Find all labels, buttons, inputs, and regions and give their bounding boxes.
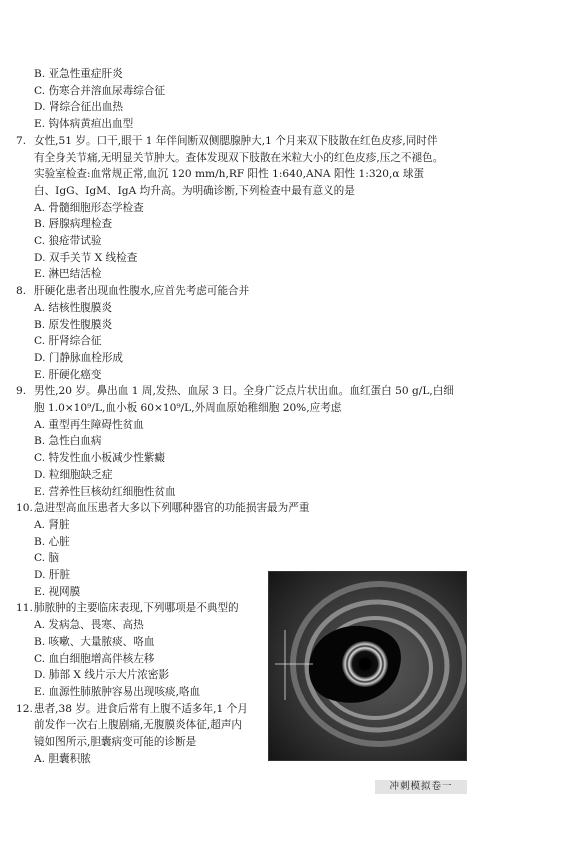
answer-option: E. 视网膜	[34, 585, 81, 598]
question-text-continued: 前发作一次右上腹剧痛,无腹膜炎体征,超声内	[34, 719, 243, 732]
answer-option: C. 特发性血小板减少性紫癜	[34, 452, 165, 465]
question-text-continued: 白、IgG、IgM、IgA 均升高。为明确诊断,下列检查中最有意义的是	[34, 184, 355, 197]
answer-option: A. 肾脏	[34, 518, 70, 531]
answer-option: D. 肾综合征出血热	[34, 101, 124, 114]
answer-option: D. 门静脉血栓形成	[34, 351, 124, 364]
question-text: 男性,20 岁。鼻出血 1 周,发热、血尿 3 日。全身广泛点片状出血。血红蛋白 50 g/L,白细	[34, 385, 454, 398]
answer-option: C. 狼疮带试验	[34, 235, 102, 247]
question-text: 女性,51 岁。口干,眼干 1 年伴间断双侧腮腺肿大,1 个月来双下肢散在红色皮疹,同时伴	[34, 134, 438, 147]
question-text: 急进型高血压患者大多以下列哪种器官的功能损害最为严重	[34, 502, 310, 515]
answer-option: E. 营养性巨核幼红细胞性贫血	[34, 485, 176, 498]
question-stem	[16, 701, 248, 718]
answer-option: B. 原发性腹膜炎	[34, 318, 113, 331]
question-text: 肝硬化患者出现血性腹水,应首先考虑可能合并	[34, 285, 250, 298]
question-number: 8.	[16, 285, 27, 298]
answer-option: B. 急性白血病	[34, 435, 102, 448]
question-stem	[16, 283, 249, 300]
answer-option: A. 骨髓细胞形态学检查	[34, 201, 144, 214]
question-text-continued: 实验室检查:血常规正常,血沉 120 mm/h,RF 阳性 1:640,ANA 阳性 1:320,α 球蛋	[34, 168, 425, 181]
answer-option: B. 亚急性重症肝炎	[34, 68, 123, 80]
question-number: 9.	[16, 385, 27, 398]
ultrasound-figure	[269, 572, 466, 760]
answer-option: A. 结核性腹膜炎	[34, 301, 112, 314]
question-text-continued: 有全身关节痛,无明显关节肿大。查体发现双下肢散在米粒大小的红色皮疹,压之不褪色。	[34, 151, 444, 164]
answer-option: A. 胆囊积脓	[34, 752, 91, 765]
question-number: 12.	[16, 702, 33, 715]
endoscopic-ultrasound-image	[268, 571, 467, 761]
question-text-continued: 胞 1.0×10⁹/L,血小板 60×10⁹/L,外周血原始稚细胞 20%,应考虑	[34, 402, 342, 414]
question-number: 11.	[16, 602, 33, 615]
question-text-continued: 镜如图所示,胆囊病变可能的诊断是	[34, 736, 197, 748]
answer-option: E. 淋巴结活检	[34, 268, 102, 281]
answer-option: D. 肺部 X 线片示大片浓密影	[34, 669, 170, 682]
question-text: 患者,38 岁。进食后常有上腹不适多年,1 个月	[34, 702, 248, 715]
answer-option: B. 唇腺病理检查	[34, 218, 113, 231]
answer-option: B. 咳嗽、大量脓痰、咯血	[34, 635, 155, 648]
question-stem	[16, 383, 454, 400]
answer-option: A. 重型再生障碍性贫血	[34, 418, 144, 431]
question-number: 10.	[16, 502, 33, 515]
answer-option: D. 粒细胞缺乏症	[34, 468, 113, 481]
question-text: 肺脓肿的主要临床表现,下列哪项是不典型的	[34, 602, 239, 615]
question-stem	[16, 600, 239, 617]
exam-footer-tag: 冲刺模拟卷一	[375, 780, 467, 794]
answer-option: E. 血源性肺脓肿容易出现咳痰,咯血	[34, 685, 201, 698]
answer-option: C. 肝肾综合征	[34, 335, 102, 348]
question-number: 7.	[16, 134, 27, 147]
answer-option: D. 肝脏	[34, 569, 71, 581]
question-stem	[16, 500, 309, 517]
answer-option: C. 伤寒合并溶血尿毒综合征	[34, 84, 165, 97]
answer-option: D. 双手关节 X 线检查	[34, 251, 138, 264]
answer-option: C. 脑	[34, 552, 60, 565]
answer-option: E. 钩体病黄疸出血型	[34, 118, 134, 131]
question-stem	[16, 133, 438, 150]
answer-option: E. 肝硬化癌变	[34, 368, 102, 381]
answer-option: A. 发病急、畏寒、高热	[34, 619, 144, 632]
answer-option: B. 心脏	[34, 535, 70, 548]
answer-option: C. 血白细胞增高伴核左移	[34, 652, 155, 665]
